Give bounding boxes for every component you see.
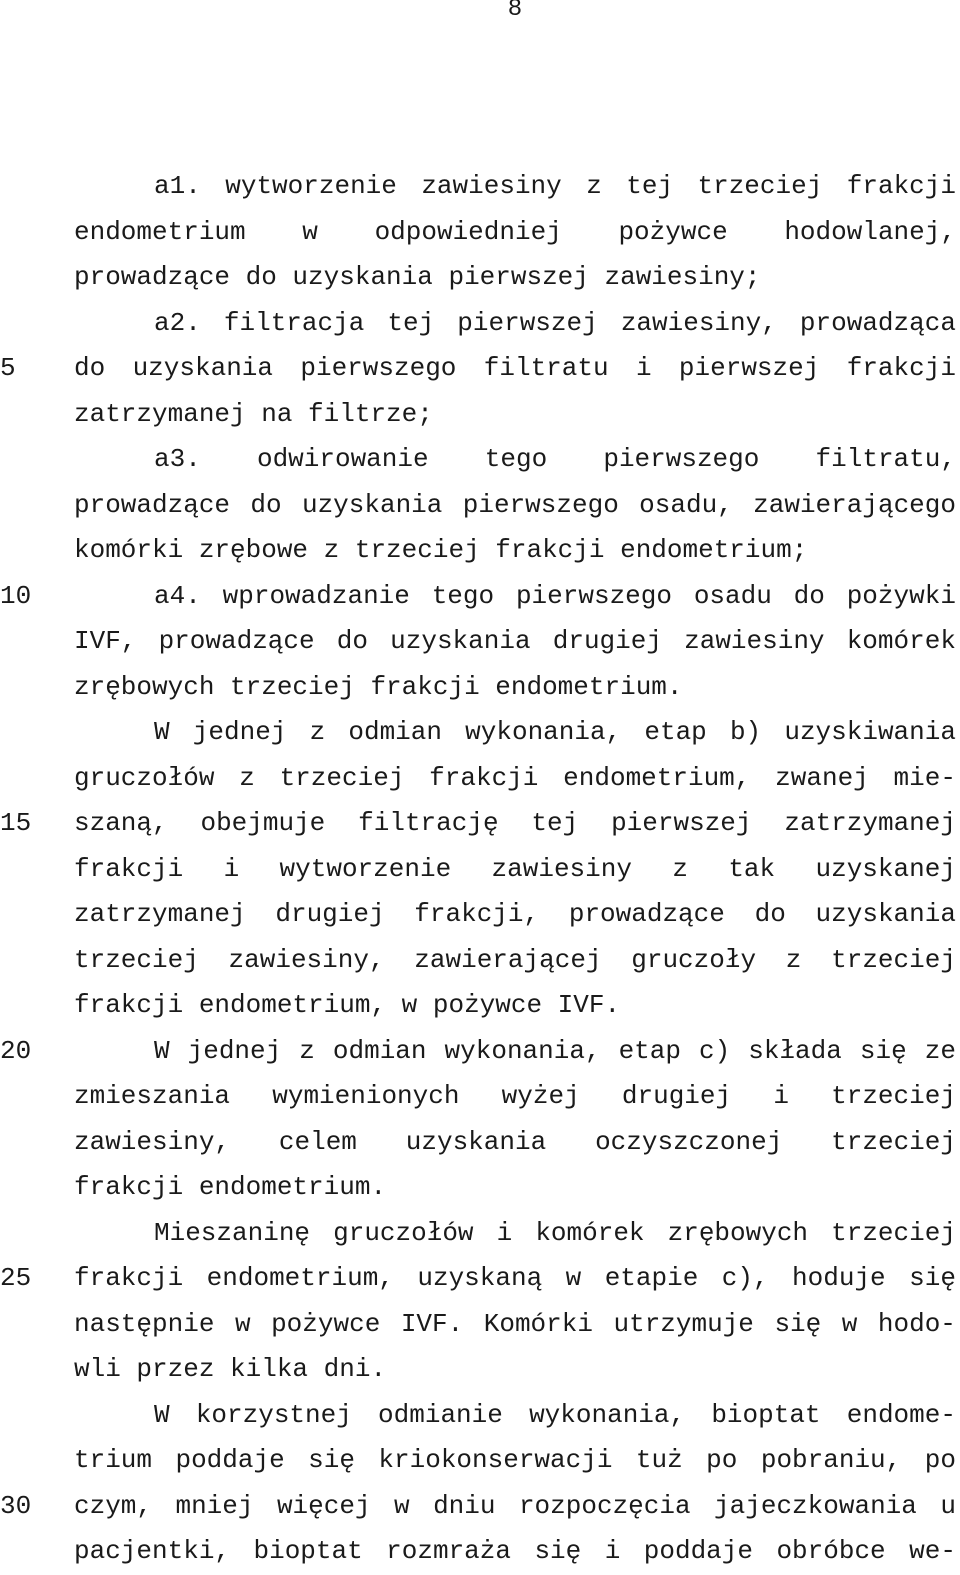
- word: uzyskania: [132, 353, 274, 383]
- text-line: zatrzymanej na filtrze;: [74, 398, 433, 429]
- text-line: [74, 1074, 956, 1120]
- word: pobraniu,: [760, 1445, 902, 1475]
- word: frakcji: [846, 353, 956, 383]
- word: tego: [484, 444, 548, 474]
- word: tej: [531, 808, 579, 838]
- text-line: [74, 346, 956, 392]
- word: frakcji: [429, 762, 539, 793]
- word: osadu,: [639, 489, 733, 520]
- word: trzeciej: [697, 171, 823, 201]
- word: filtrację: [358, 808, 499, 838]
- word: do: [250, 489, 282, 520]
- word: kriokonserwacji: [378, 1445, 613, 1475]
- word: z: [309, 717, 326, 747]
- text-line: wli przez kilka dni.: [74, 1354, 387, 1384]
- word: pierwszej: [611, 808, 752, 838]
- word: wykonania,: [465, 717, 622, 747]
- text-line: [74, 1211, 956, 1257]
- text-line: [74, 483, 956, 529]
- word: etap: [644, 717, 707, 747]
- word: endometrium: [74, 216, 246, 247]
- text-line: [74, 892, 956, 938]
- word: pożywki: [846, 580, 956, 611]
- word: odmian: [332, 1035, 427, 1066]
- word: pierwszego: [300, 353, 457, 383]
- word: tuż: [635, 1445, 683, 1475]
- word: uzyskanej: [815, 853, 956, 884]
- word: z: [239, 762, 255, 793]
- text-line: [74, 164, 956, 210]
- text-line: [74, 710, 956, 756]
- word: IVF,: [74, 626, 137, 656]
- word: trzeciej: [74, 944, 199, 975]
- word: uzyskania: [815, 899, 956, 929]
- word: c),: [721, 1263, 769, 1293]
- word: korzystnej: [195, 1399, 352, 1430]
- word: filtratu: [483, 353, 609, 383]
- word: więcej: [276, 1490, 371, 1521]
- word: do: [74, 353, 106, 383]
- word: bioptat: [253, 1536, 363, 1566]
- word: i: [604, 1536, 621, 1566]
- word: w: [394, 1490, 410, 1521]
- text-line: [74, 1438, 956, 1484]
- word: zatrzymanej: [74, 899, 246, 929]
- text-line: [74, 301, 956, 347]
- word: drugiej: [275, 899, 385, 929]
- word: trzeciej: [831, 1126, 956, 1157]
- text-line: [74, 938, 956, 984]
- word: Mieszaninę: [154, 1217, 311, 1248]
- word: komórek: [535, 1217, 645, 1248]
- text-line: [74, 1529, 956, 1575]
- word: się: [859, 1035, 907, 1066]
- word: c): [699, 1035, 731, 1066]
- text-line: [74, 756, 956, 802]
- word: mie-: [893, 762, 956, 793]
- word: uzyskania: [390, 626, 531, 656]
- text-line: [74, 1484, 956, 1530]
- word: i: [773, 1081, 789, 1111]
- text-line: prowadzące do uzyskania pierwszej zawiesiny;: [74, 262, 761, 292]
- text-line: [74, 1120, 956, 1166]
- text-line: zrębowych trzeciej frakcji endometrium.: [74, 671, 683, 702]
- word: trium: [74, 1445, 153, 1475]
- word: obejmuje: [200, 808, 326, 838]
- word: wprowadzanie: [222, 580, 410, 611]
- word: uzyskiwania: [784, 717, 956, 747]
- word: w: [841, 1308, 858, 1339]
- word: b): [729, 717, 762, 747]
- page-number: 8: [507, 0, 523, 23]
- word: jajeczkowania: [714, 1490, 917, 1521]
- text-line: komórki zrębowe z trzeciej frakcji endometrium;: [74, 535, 808, 565]
- word: mniej: [175, 1490, 254, 1521]
- word: zawiesiny: [491, 853, 632, 884]
- word: z: [672, 853, 688, 884]
- margin-line-number: 15: [0, 808, 32, 838]
- word: uzyskania: [405, 1126, 547, 1157]
- word: odwirowanie: [256, 444, 429, 474]
- word: z: [785, 944, 802, 975]
- word: uzyskaną: [417, 1263, 543, 1293]
- word: uzyskania: [301, 489, 443, 520]
- word: celem: [278, 1126, 357, 1157]
- word: po: [706, 1445, 738, 1475]
- margin-line-number: 25: [0, 1263, 32, 1293]
- word: pacjentki,: [74, 1536, 231, 1566]
- word: zawiesiny: [421, 171, 562, 201]
- text-line: frakcji endometrium.: [74, 1172, 387, 1202]
- word: wykonania,: [529, 1399, 686, 1430]
- word: z: [299, 1035, 315, 1066]
- word: i: [635, 353, 652, 383]
- word: wymienionych: [272, 1081, 460, 1111]
- word: oczyszczonej: [595, 1126, 783, 1157]
- margin-line-number: 20: [0, 1035, 32, 1066]
- word: wykonania,: [444, 1035, 601, 1066]
- word: wytworzenie: [279, 853, 452, 884]
- text-line: [74, 1029, 956, 1075]
- text-line: [74, 847, 956, 893]
- word: bioptat: [711, 1399, 821, 1430]
- word: IVF.: [400, 1308, 464, 1339]
- word: szaną,: [74, 808, 168, 838]
- word: pożywce: [271, 1308, 381, 1339]
- word: z: [586, 171, 602, 201]
- word: filtracja: [223, 307, 365, 338]
- word: wytworzenie: [225, 171, 397, 201]
- word: utrzymuje: [613, 1308, 754, 1339]
- word: poddaje: [175, 1445, 285, 1475]
- word: po: [924, 1445, 956, 1475]
- word: W: [154, 1035, 170, 1066]
- word: frakcji: [74, 1263, 184, 1293]
- word: tej: [387, 307, 435, 338]
- word: pożywce: [618, 216, 728, 247]
- text-line: [74, 1393, 956, 1439]
- word: w: [234, 1308, 251, 1339]
- word: do: [336, 626, 368, 656]
- word: a4.: [154, 580, 201, 611]
- word: drugiej: [621, 1081, 732, 1111]
- word: W: [154, 1399, 170, 1430]
- word: filtratu,: [815, 444, 956, 474]
- word: endometrium,: [206, 1263, 394, 1293]
- word: osadu: [693, 580, 772, 611]
- word: u: [940, 1490, 956, 1521]
- word: prowadzące: [568, 899, 725, 929]
- word: w: [302, 216, 318, 247]
- word: Komórki: [483, 1308, 593, 1339]
- document-body: [74, 164, 956, 1575]
- margin-line-number: 5: [0, 353, 16, 383]
- word: rozmraża: [386, 1536, 511, 1566]
- word: trzeciej: [831, 1081, 956, 1111]
- word: odpowiedniej: [374, 216, 562, 247]
- word: zawiesiny,: [74, 1126, 231, 1157]
- word: frakcji: [74, 853, 184, 884]
- text-line: [74, 210, 956, 256]
- word: tak: [728, 853, 776, 884]
- word: gruczołów: [74, 762, 215, 793]
- word: zatrzymanej: [784, 808, 956, 838]
- word: gruczoły: [631, 944, 757, 975]
- word: gruczołów: [333, 1217, 474, 1248]
- word: do: [793, 580, 825, 611]
- word: hodo-: [877, 1308, 956, 1339]
- text-line: [74, 801, 956, 847]
- word: wyżej: [501, 1081, 580, 1111]
- word: poddaje: [643, 1536, 753, 1566]
- word: a2.: [154, 307, 201, 338]
- word: hodowlanej,: [784, 216, 956, 247]
- word: i: [223, 853, 240, 884]
- word: rozpoczęcia: [518, 1490, 691, 1521]
- word: etap: [618, 1035, 681, 1066]
- word: i: [496, 1217, 513, 1248]
- word: pierwszej: [678, 353, 820, 383]
- word: pierwszej: [457, 307, 598, 338]
- word: zawiesiny,: [620, 307, 777, 338]
- word: jednej: [192, 717, 287, 747]
- text-line: [74, 1256, 956, 1302]
- word: tej: [626, 171, 674, 201]
- word: pierwszego: [515, 580, 672, 611]
- word: obróbce: [776, 1536, 886, 1566]
- word: zawierającej: [414, 944, 602, 975]
- word: się: [308, 1445, 355, 1475]
- word: trzeciej: [831, 944, 956, 975]
- word: frakcji,: [414, 899, 540, 929]
- text-line: [74, 619, 956, 665]
- text-line: [74, 437, 956, 483]
- word: zawiesiny,: [228, 944, 385, 975]
- word: pierwszego: [603, 444, 760, 474]
- word: drugiej: [552, 626, 662, 656]
- word: następnie: [74, 1308, 215, 1339]
- word: trzeciej: [831, 1217, 956, 1248]
- word: endometrium,: [563, 762, 751, 793]
- word: prowadząca: [799, 307, 956, 338]
- word: się: [909, 1263, 956, 1293]
- word: prowadzące: [158, 626, 315, 656]
- word: we-: [909, 1536, 956, 1566]
- word: czym,: [74, 1490, 153, 1521]
- word: składa: [748, 1035, 842, 1066]
- text-line: [74, 1302, 956, 1348]
- word: zwanej: [775, 762, 869, 793]
- word: a1.: [154, 171, 201, 201]
- word: zmieszania: [74, 1081, 231, 1111]
- word: w: [565, 1263, 582, 1293]
- word: zrębowych: [667, 1217, 809, 1248]
- word: zawiesiny: [684, 626, 825, 656]
- word: endome-: [846, 1399, 956, 1430]
- word: jednej: [187, 1035, 282, 1066]
- text-line: [74, 574, 956, 620]
- word: odmian: [348, 717, 442, 747]
- word: frakcji: [846, 171, 956, 201]
- word: a3.: [154, 444, 201, 474]
- word: odmianie: [378, 1399, 503, 1430]
- word: pierwszego: [462, 489, 619, 520]
- margin-line-number: 10: [0, 580, 32, 611]
- word: prowadzące: [74, 489, 231, 520]
- word: zawierającego: [753, 489, 956, 520]
- word: tego: [431, 580, 495, 611]
- word: etapie: [604, 1263, 699, 1293]
- margin-line-number: 30: [0, 1490, 32, 1521]
- word: się: [774, 1308, 822, 1339]
- word: trzeciej: [279, 762, 405, 793]
- word: W: [154, 717, 170, 747]
- word: do: [754, 899, 786, 929]
- word: hoduje: [792, 1263, 886, 1293]
- word: ze: [924, 1035, 956, 1066]
- word: komórek: [846, 626, 956, 656]
- word: dniu: [433, 1490, 496, 1521]
- text-line: frakcji endometrium, w pożywce IVF.: [74, 990, 621, 1020]
- word: się: [534, 1536, 582, 1566]
